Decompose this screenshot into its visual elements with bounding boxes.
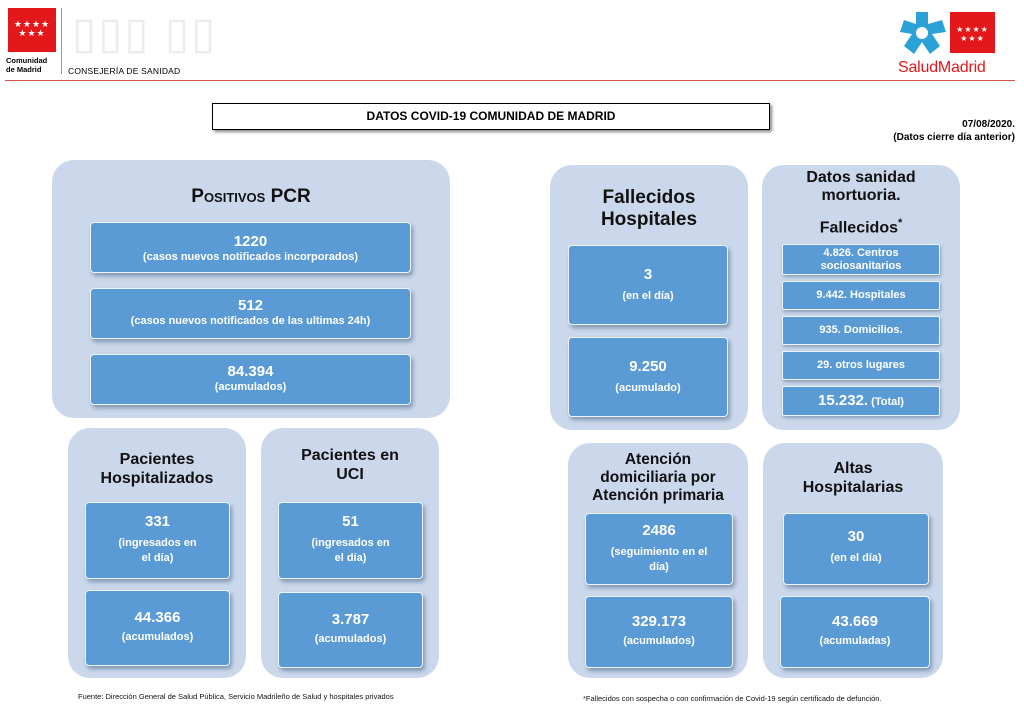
- page-title: DATOS COVID-19 COMUNIDAD DE MADRID: [212, 103, 770, 130]
- atencion-panel: [568, 443, 748, 678]
- fallecidos-accumulated-card: [568, 337, 728, 417]
- stat-value: 2486: [642, 522, 676, 539]
- hospitalizados-day-card: [85, 502, 230, 579]
- stat-label: el día): [334, 552, 367, 564]
- hospitalizados-title: [68, 450, 246, 488]
- de-madrid-text: de Madrid: [6, 64, 42, 74]
- stat-value: 84.394: [227, 363, 274, 380]
- stat-label: (seguimiento en el: [610, 546, 708, 558]
- title-line: Altas: [833, 460, 873, 477]
- mortuoria-centros-card: [782, 244, 940, 275]
- stat-label: (acumulados): [121, 631, 194, 643]
- stat-value: 51: [342, 513, 359, 530]
- atencion-accumulated-card: [585, 596, 733, 668]
- fallecidos-hospitales-title: [550, 187, 748, 231]
- stat-label: (acumulados): [214, 381, 287, 393]
- stars-icon: ★★★★ ★★★: [956, 25, 989, 43]
- title-line: mortuoria.: [821, 187, 901, 204]
- title-line: domiciliaria por: [600, 469, 716, 486]
- report-date-note: (Datos cierre día anterior): [893, 132, 1015, 143]
- pcr-new-incorporated-card: [90, 222, 411, 273]
- mortuoria-otros-card: 29. otros lugares: [782, 351, 940, 380]
- comunidad-madrid-name: [6, 57, 47, 74]
- altas-panel: [763, 443, 943, 678]
- uci-title: [261, 446, 439, 484]
- atencion-title: [562, 451, 754, 505]
- altas-accumulated-card: [780, 596, 930, 668]
- footnote: *Fallecidos con sospecha o con confirmación de Covid-19 según certificado de defunción.: [583, 694, 882, 703]
- stat-label: día): [649, 561, 669, 573]
- title-line: UCI: [336, 466, 364, 483]
- mortuoria-hospitales-card: 9.442. Hospitales: [782, 281, 940, 310]
- stat-value: 512: [237, 297, 264, 314]
- mortuoria-panel: [762, 165, 960, 430]
- watermark-decoration: ▯▯▯ ▯▯: [72, 9, 218, 58]
- uci-accumulated-card: [278, 592, 423, 668]
- title-line: Pacientes: [119, 451, 195, 468]
- title-line: Hospitalizados: [100, 470, 214, 487]
- mortuoria-title: [762, 169, 960, 205]
- title-line: Hospitalarias: [802, 479, 904, 496]
- stat-label: (en el día): [830, 552, 882, 564]
- header-divider: [5, 80, 1015, 81]
- total-label: (Total): [871, 396, 904, 408]
- pcr-panel: [52, 160, 450, 418]
- stat-value: 331: [144, 513, 171, 530]
- report-date: 07/08/2020.: [962, 119, 1015, 130]
- date-note: [850, 118, 1015, 144]
- stat-value: 3: [643, 266, 653, 283]
- mortuoria-subtitle: [762, 217, 960, 237]
- chip-text: sociosanitarios: [820, 260, 902, 272]
- comunidad-text: Comunidad: [6, 56, 48, 65]
- stat-label: (acumulados): [623, 635, 695, 647]
- mortuoria-domicilios-card: 935. Domicilios.: [782, 316, 940, 345]
- mortuoria-total-card: [782, 386, 940, 416]
- title-line: Hospitales: [600, 209, 698, 230]
- title-line: Pacientes en: [301, 447, 399, 464]
- stat-label: (acumulados): [314, 633, 387, 645]
- logo-divider: [61, 8, 62, 74]
- stat-value: 3.787: [331, 611, 370, 628]
- salud-madrid-cross-icon: [898, 10, 948, 56]
- stat-value: 44.366: [134, 609, 181, 626]
- stat-value: 43.669: [832, 613, 878, 630]
- pcr-new-24h-card: [90, 288, 411, 339]
- altas-day-card: [783, 513, 929, 585]
- uci-panel: [261, 428, 439, 678]
- stars-icon: ★★★★ ★★★: [13, 19, 51, 38]
- pcr-accumulated-card: [90, 354, 411, 405]
- comunidad-madrid-flag-logo: [8, 8, 56, 52]
- footnote-asterisk: *: [897, 217, 903, 229]
- atencion-day-card: [585, 513, 733, 585]
- hospitalizados-accumulated-card: [85, 590, 230, 666]
- fallecidos-day-card: [568, 245, 728, 325]
- fallecidos-label: Fallecidos: [819, 219, 898, 237]
- stat-label: (acumuladas): [819, 635, 891, 647]
- total-value: 15.232.: [818, 392, 869, 409]
- stat-value: 1220: [233, 233, 268, 250]
- fallecidos-hospitales-panel: [550, 165, 748, 430]
- chip-text: 4.826. Centros: [823, 247, 899, 259]
- title-line: Atención: [624, 451, 692, 468]
- salud-madrid-flag-logo: [950, 12, 995, 53]
- title-line: Atención primaria: [592, 487, 724, 504]
- title-line: Fallecidos: [602, 187, 696, 208]
- stat-label: (acumulado): [615, 382, 681, 394]
- stat-value: 30: [847, 528, 865, 545]
- stat-label: (en el día): [622, 290, 674, 302]
- stat-label: (casos nuevos notificados de las ultimas 24h): [130, 315, 371, 327]
- consejeria-label: CONSEJERÍA DE SANIDAD: [68, 66, 181, 76]
- title-line: Datos sanidad: [806, 169, 916, 186]
- pcr-title: Positivos PCR: [191, 186, 311, 207]
- stat-label: el día): [141, 552, 174, 564]
- stat-value: 9.250: [629, 358, 667, 375]
- stat-label: (casos nuevos notificados incorporados): [142, 251, 359, 263]
- salud-madrid-wordmark: SaludMadrid: [898, 59, 986, 76]
- stat-label: (ingresados en: [311, 537, 390, 549]
- source-note: Fuente: Dirección General de Salud Pública, Servicio Madrileño de Salud y hospitales privados: [78, 692, 394, 701]
- stat-value: 329.173: [631, 613, 687, 630]
- stat-label: (ingresados en: [118, 537, 197, 549]
- hospitalizados-panel: [68, 428, 246, 678]
- altas-title: [763, 459, 943, 497]
- uci-day-card: [278, 502, 423, 579]
